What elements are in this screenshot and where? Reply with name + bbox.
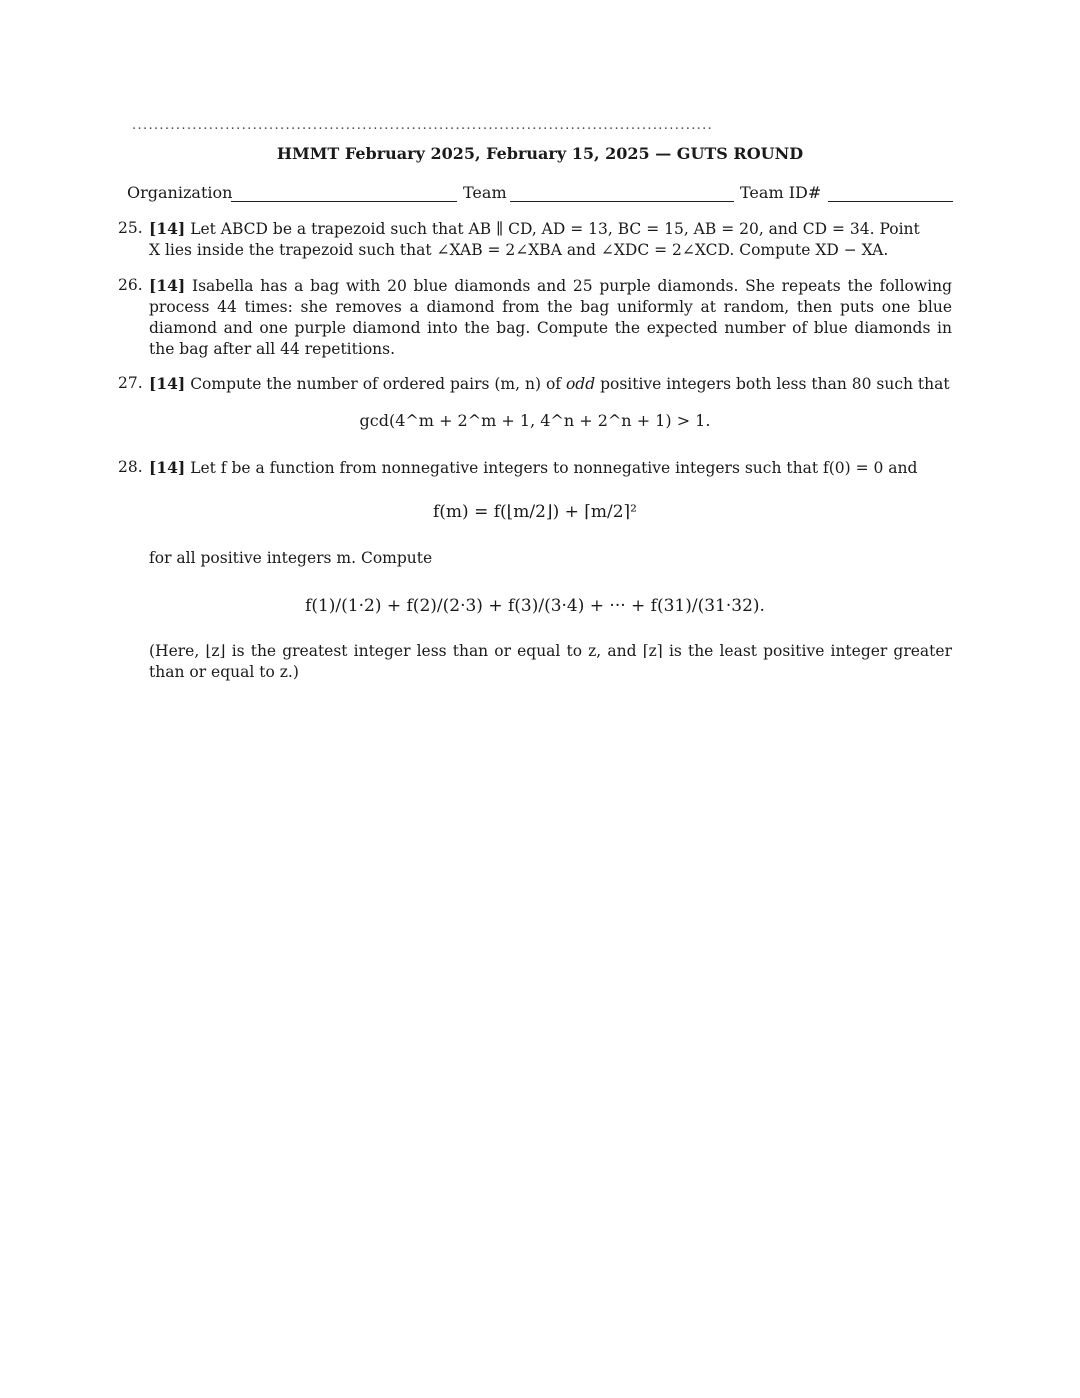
problem-number: 28. [118,458,143,476]
dotted-separator: .......................................................................................................... [132,118,714,133]
organization-label: Organization [127,183,233,202]
problem-text-emphasis: odd [565,375,596,393]
team-id-label: Team ID# [740,183,822,202]
page-title: HMMT February 2025, February 15, 2025 — GUTS ROUND [276,144,804,163]
problem-text-line1: Let ABCD be a trapezoid such that AB ∥ CD, AD = 13, BC = 15, AB = 20, and CD = 34. Point [190,220,920,238]
team-label: Team [463,183,507,202]
problem-27 [118,373,952,395]
problem-note: (Here, ⌊z⌋ is the greatest integer less than or equal to z, and ⌈z⌉ is the least positive integer greater than or equal to z.) [149,642,952,681]
problem-number: 26. [118,276,143,294]
problem-text: Let f be a function from nonnegative integers to nonnegative integers such that f(0) = 0 and [190,459,918,477]
problem-text: Isabella has a bag with 20 blue diamonds and 25 purple diamonds. She repeats the following process 44 times: she removes a diamond from the bag uniformly at random, then puts one blue diamond and one purple diamond into the bag. Compute the expected number of blue diamonds in the bag after all 44 repetitions. [149,277,952,358]
problem-number: 25. [118,219,143,237]
problem-points: [14] [149,276,186,295]
organization-line [231,201,457,202]
team-line [510,201,734,202]
gcd-equation: gcd(4^m + 2^m + 1, 4^n + 2^n + 1) > 1. [359,411,711,430]
problem-28-continued [118,548,952,569]
problem-25 [118,218,952,261]
problem-text-2: for all positive integers m. Compute [149,549,433,567]
recurrence-equation: f(m) = f(⌊m/2⌋) + ⌈m/2⌉² [432,502,637,522]
info-row [127,183,953,205]
problem-text-after: positive integers both less than 80 such that [600,375,950,393]
problem-28 [118,457,952,479]
problem-points: [14] [149,374,186,393]
problem-number: 27. [118,374,143,392]
problem-28-note [118,641,952,683]
team-id-line [828,201,953,202]
problem-text-before: Compute the number of ordered pairs (m, n) of [190,375,562,393]
problem-points: [14] [149,219,186,238]
problem-26 [118,275,952,360]
problem-text-line2: X lies inside the trapezoid such that ∠XAB = 2∠XBA and ∠XDC = 2∠XCD. Compute XD − XA. [149,241,889,259]
problem-points: [14] [149,458,186,477]
sum-equation: f(1)/(1·2) + f(2)/(2·3) + f(3)/(3·4) + ··· + f(31)/(31·32). [305,596,765,616]
